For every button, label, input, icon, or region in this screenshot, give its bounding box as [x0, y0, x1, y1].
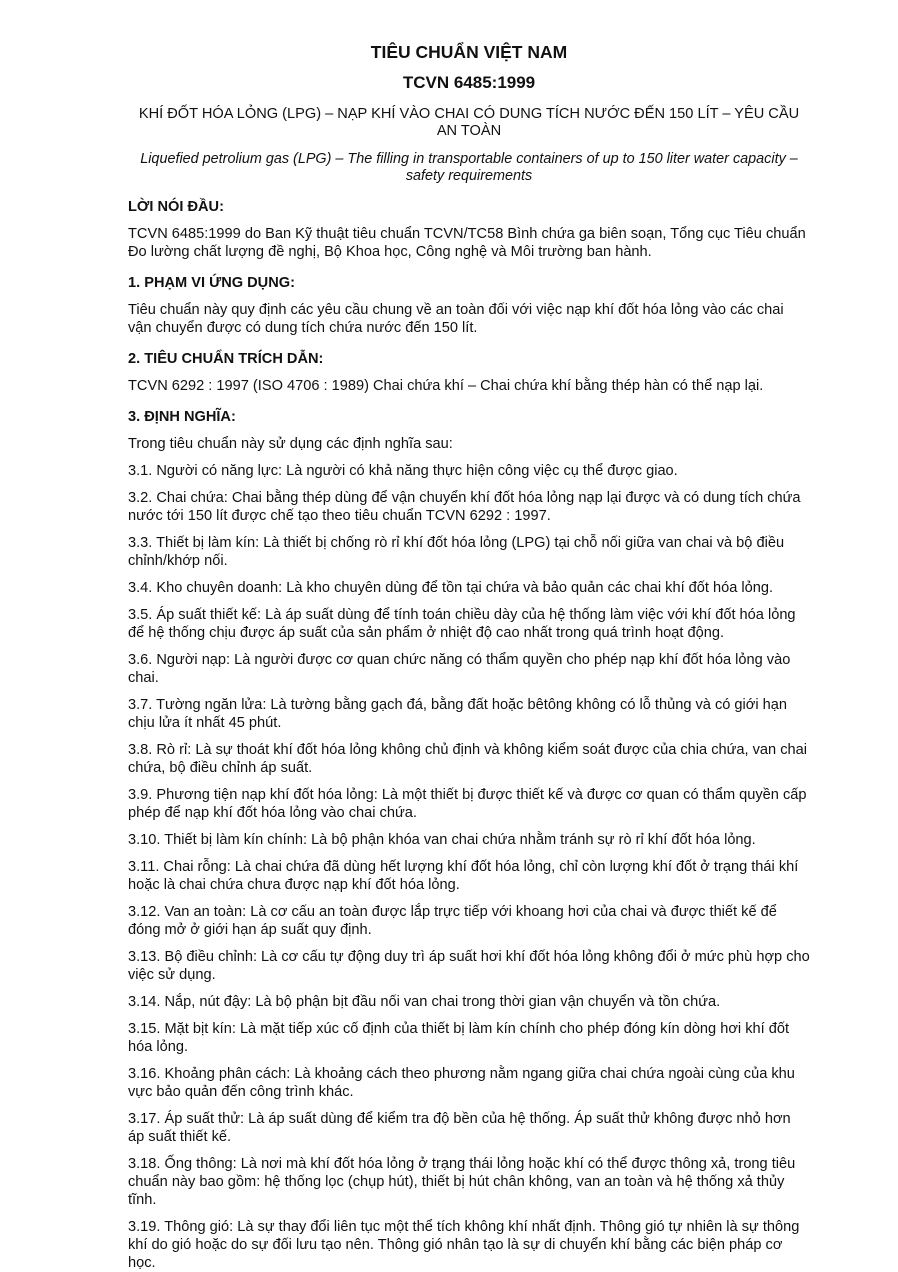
scope-text: Tiêu chuẩn này quy định các yêu cầu chung về an toàn đối với việc nạp khí đốt hóa lỏng vào các chai vận chuyển được có dung tích chứa nước đến 150 lít.	[128, 302, 784, 336]
scope-heading: 1. PHẠM VI ỨNG DỤNG:	[128, 275, 295, 291]
definitions-intro: Trong tiêu chuẩn này sử dụng các định nghĩa sau:	[128, 436, 453, 452]
definition-item: 3.14. Nắp, nút đậy: Là bộ phận bịt đầu nối van chai trong thời gian vận chuyển và tồn chứa.	[128, 994, 721, 1010]
definition-item: 3.15. Mặt bịt kín: Là mặt tiếp xúc cố định của thiết bị làm kín chính cho phép đóng kín dòng hơi khí đốt hóa lỏng.	[128, 1021, 790, 1055]
definition-item: 3.9. Phương tiện nạp khí đốt hóa lỏng: Là một thiết bị được thiết kế và được cơ quan có thẩm quyền cấp phép để nạp khí đốt hóa lỏng vào chai chứa.	[128, 787, 807, 821]
definition-item: 3.6. Người nạp: Là người được cơ quan chức năng có thẩm quyền cho phép nạp khí đốt hóa lỏng vào chai.	[128, 652, 791, 686]
definition-item: 3.5. Áp suất thiết kế: Là áp suất dùng để tính toán chiều dày của hệ thống làm việc với khí đốt hóa lỏng để hệ thống chịu được áp suất của sản phẩm ở nhiệt độ cao nhất trong quá trình hoạt động.	[128, 607, 796, 641]
definition-item: 3.8. Rò rỉ: Là sự thoát khí đốt hóa lỏng không chủ định và không kiểm soát được của chia chứa, van chai chứa, bộ điều chỉnh áp suất.	[128, 742, 807, 776]
definition-item: 3.17. Áp suất thử: Là áp suất dùng để kiểm tra độ bền của hệ thống. Áp suất thử không được nhỏ hơn áp suất thiết kế.	[128, 1111, 791, 1145]
definition-item: 3.10. Thiết bị làm kín chính: Là bộ phận khóa van chai chứa nhằm tránh sự rò rỉ khí đốt hóa lỏng.	[128, 832, 756, 848]
foreword-heading: LỜI NÓI ĐẦU:	[128, 199, 224, 215]
definitions-heading: 3. ĐỊNH NGHĨA:	[128, 409, 236, 425]
document-subtitle: KHÍ ĐỐT HÓA LỎNG (LPG) – NẠP KHÍ VÀO CHAI CÓ DUNG TÍCH NƯỚC ĐẾN 150 LÍT – YÊU CẦU AN TOÀN	[138, 106, 800, 139]
definition-item: 3.16. Khoảng phân cách: Là khoảng cách theo phương nằm ngang giữa chai chứa ngoài cùng của khu vực bảo quản đến công trình khác.	[128, 1066, 795, 1100]
definition-item: 3.7. Tường ngăn lửa: Là tường bằng gạch đá, bằng đất hoặc bêtông không có lỗ thủng và có giới hạn chịu lửa ít nhất 45 phút.	[128, 697, 787, 731]
definition-item: 3.18. Ống thông: Là nơi mà khí đốt hóa lỏng ở trạng thái lỏng hoặc khí có thể được thông xả, trong tiêu chuẩn này bao gồm: hệ thống lọc (chụp hút), thiết bị hút chân không, van an toàn và hệ thống xả thủy tĩnh.	[128, 1156, 796, 1208]
definition-item: 3.2. Chai chứa: Chai bằng thép dùng để vận chuyển khí đốt hóa lỏng nạp lại được và có dung tích chứa nước tới 150 lít được chế tạo theo tiêu chuẩn TCVN 6292 : 1997.	[128, 490, 801, 524]
references-text: TCVN 6292 : 1997 (ISO 4706 : 1989) Chai chứa khí – Chai chứa khí bằng thép hàn có thể nạp lại.	[128, 378, 764, 394]
standard-code: TCVN 6485:1999	[402, 73, 536, 92]
foreword-text: TCVN 6485:1999 do Ban Kỹ thuật tiêu chuẩn TCVN/TC58 Bình chứa ga biên soạn, Tổng cục Tiêu chuẩn Đo lường chất lượng đề nghị, Bộ Khoa học, Công nghệ và Môi trường ban hành.	[128, 226, 806, 260]
definition-item: 3.12. Van an toàn: Là cơ cấu an toàn được lắp trực tiếp với khoang hơi của chai và được thiết kế để đóng mở ở giới hạn áp suất quy định.	[128, 904, 777, 938]
definition-item: 3.19. Thông gió: Là sự thay đổi liên tục một thể tích không khí nhất định. Thông gió tự nhiên là sự thông khí do gió hoặc do sự đối lưu tạo nên. Thông gió nhân tạo là sự di chuyển khí bằng các biện pháp cơ học.	[128, 1219, 800, 1271]
document-title: TIÊU CHUẨN VIỆT NAM	[370, 42, 568, 62]
definition-item: 3.13. Bộ điều chỉnh: Là cơ cấu tự động duy trì áp suất hơi khí đốt hóa lỏng không đổi ở mức phù hợp cho việc sử dụng.	[128, 949, 810, 983]
definition-item: 3.4. Kho chuyên doanh: Là kho chuyên dùng để tồn tại chứa và bảo quản các chai khí đốt hóa lỏng.	[128, 580, 774, 596]
definition-item: 3.11. Chai rỗng: Là chai chứa đã dùng hết lượng khí đốt hóa lỏng, chỉ còn lượng khí đốt ở trạng thái khí hoặc là chai chứa chưa được nạp khí đốt hóa lỏng.	[128, 859, 799, 893]
document-subtitle-english: Liquefied petrolium gas (LPG) – The filling in transportable containers of up to 150 liter water capacity – safety requirements	[140, 151, 798, 184]
references-heading: 2. TIÊU CHUẨN TRÍCH DẪN:	[128, 351, 324, 367]
definition-item: 3.1. Người có năng lực: Là người có khả năng thực hiện công việc cụ thể được giao.	[128, 463, 678, 479]
definition-item: 3.3. Thiết bị làm kín: Là thiết bị chống rò rỉ khí đốt hóa lỏng (LPG) tại chỗ nối giữa van chai và bộ điều chỉnh/khớp nối.	[128, 535, 785, 569]
